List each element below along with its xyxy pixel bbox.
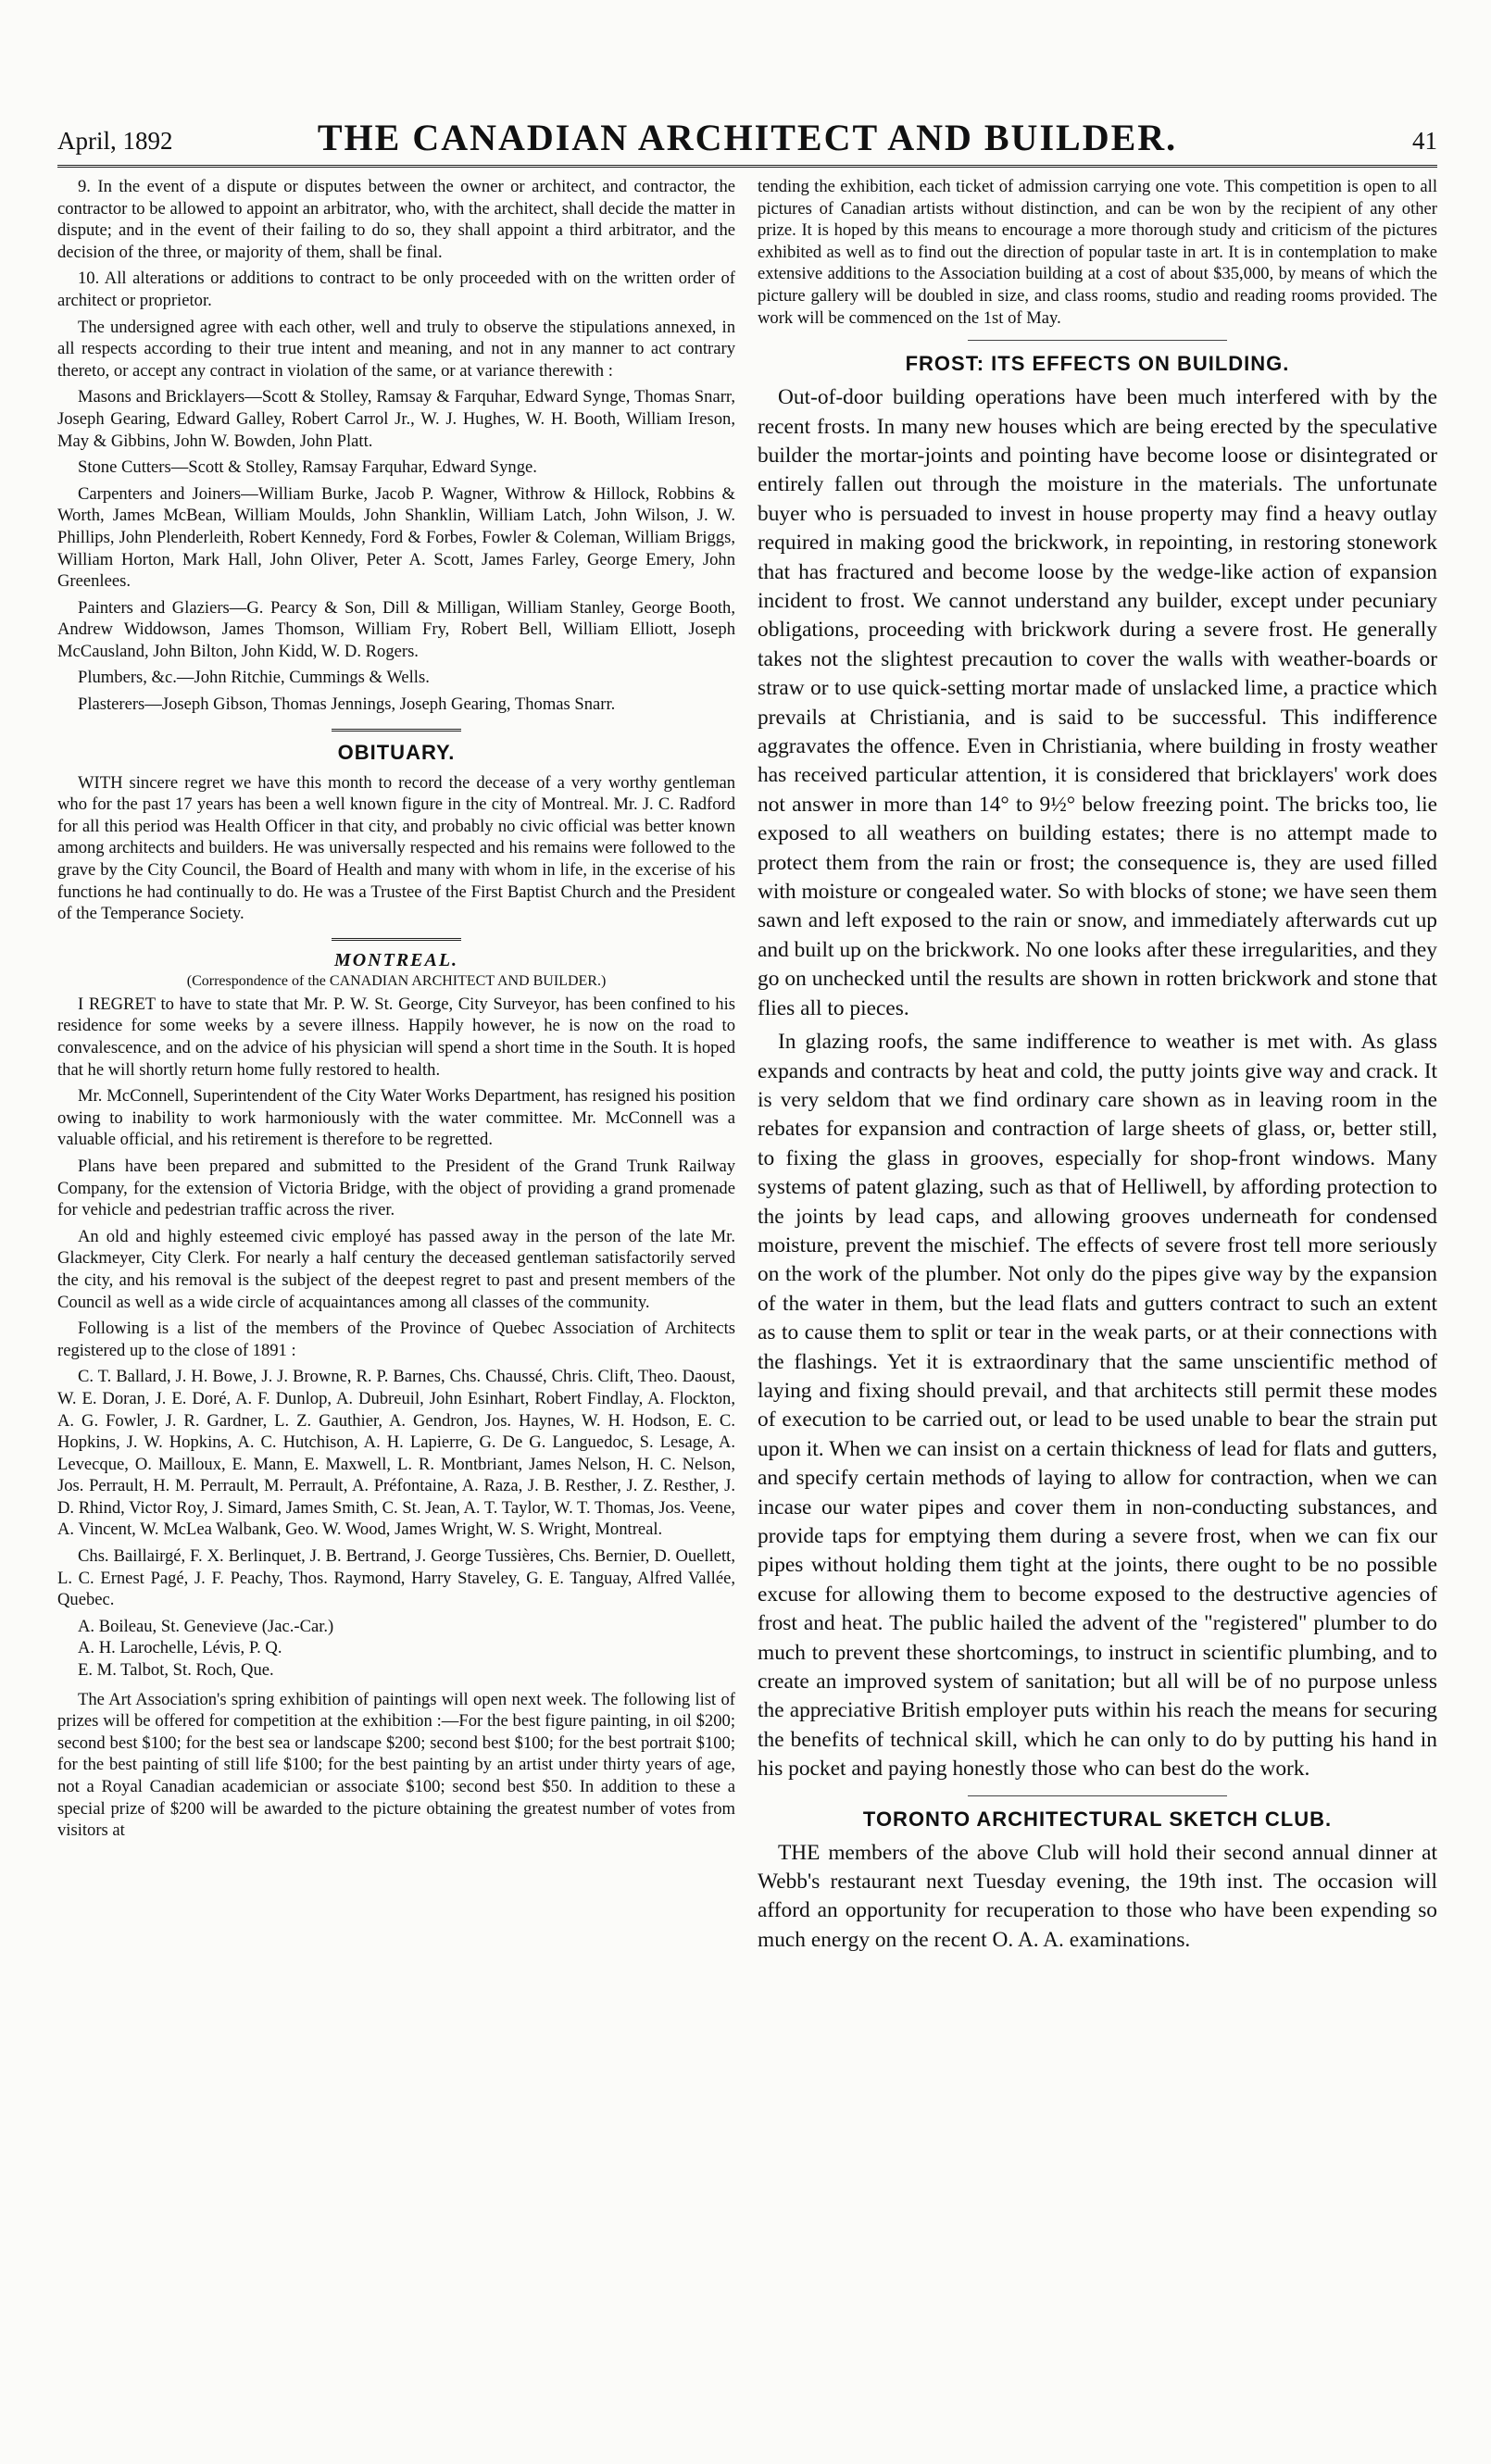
- art-association-paragraph: The Art Association's spring exhibition of paintings will open next week. The following list of prizes will be offered for competition at the exhibition :—For the best figure painting, in oil $200; second best $100; for the best sea or landscape $200; second best $100; for the best portrait $100; for the best painting of still life $100; for the best painting by an artist under thirty years of age, not a Royal Canadian academician or associate $100; second best $50. In addition to these a special prize of $200 will be awarded to the picture obtaining the greatest number of votes from visitors at: [57, 1689, 735, 1841]
- architect-location: E. M. Talbot, St. Roch, Que.: [78, 1660, 274, 1681]
- correspondence-note: (Correspondence of the CANADIAN ARCHITECT AND BUILDER.): [186, 972, 607, 989]
- sketch-club-heading: TORONTO ARCHITECTURAL SKETCH CLUB.: [862, 1807, 1333, 1831]
- frost-heading: FROST: ITS EFFECTS ON BUILDING.: [905, 352, 1290, 376]
- montreal-paragraph: I REGRET to have to state that Mr. P. W. St. George, City Surveyor, has been confined to his residence for some weeks by a severe illness. Happily however, he is now on the road to convalescence, and on the advice of his physician will spend a short time in the South. It is hoped that he will shortly return home fully restored to health.: [57, 994, 735, 1080]
- signatory-list: Carpenters and Joiners—William Burke, Jacob P. Wagner, Withrow & Hillock, Robbins & Worth, James McBean, William Moulds, John Shanklin, William Latch, John Wilson, J. W. Phillips, John Plenderleith, Robert Kennedy, Ford & Forbes, Fowler & Coleman, William Briggs, William Horton, Mark Hall, John Oliver, Peter A. Scott, James Farley, George Emery, John Greenlees.: [57, 483, 735, 592]
- page-number: 41: [1412, 127, 1437, 155]
- left-column: [57, 176, 735, 2435]
- frost-paragraph: In glazing roofs, the same indifference to weather is met with. As glass expands and contracts by heat and cold, the putty joints give way and crack. It is very seldom that we find ordinary care shown as in leaving room in the rebates for expansion and contraction of large sheets of glass, or, better still, to fixing the glass in grooves, especially for shop-front windows. Many systems of patent glazing, such as that of Helliwell, by affording protection to the joints by lead caps, and allowing grooves underneath for condensed moisture, prevent the mischief. The effects of severe frost tell more seriously on the work of the plumber. Not only do the pipes give way by the expansion of the water in them, but the lead flats and gutters contract to such an extent as to cause them to split or tear in the weak parts, or at their connections with the flashings. Yet it is extraordinary that the same unscientific method of laying and fixing should prevail, and that architects still permit these modes of execution to be carried out, or lead to be used unable to bear the strain put upon it. When we can insist on a certain thickness of lead for flats and gutters, and specify certain methods of laying to allow for contraction, when we can incase our water pipes and cover them in non-conducting substances, and provide taps for emptying them during a severe frost, when we can fix our pipes without holding them tight at the joints, there ought to be no possible excuse for allowing them to become exposed to the destructive agencies of frost and heat. The public hailed the advent of the "registered" plumber to do much to prevent these shortcomings, to instruct in scientific plumbing, and to create an improved system of sanitation; but all will be of no purpose unless the appreciative British employer puts within his reach the means for securing the benefits of technical skill, which he can only to do by putting his hand in his pocket and paying honestly those who can best do the work.: [758, 1030, 1437, 1782]
- montreal-paragraph: Plans have been prepared and submitted to the President of the Grand Trunk Railway Company, for the extension of Victoria Bridge, with the object of providing a grand promenade for vehicle and pedestrian traffic across the river.: [57, 1156, 735, 1220]
- montreal-paragraph: An old and highly esteemed civic employé has passed away in the person of the late Mr. Glackmeyer, City Clerk. For nearly a half century the deceased gentleman satisfactorily served the city, and his removal is the subject of the deepest regret to past and present members of the Council as well as a wide circle of acquaintances among all classes of the community.: [57, 1226, 735, 1312]
- contract-paragraph: The undersigned agree with each other, well and truly to observe the stipulations annexed, in all respects according to their true intent and meaning, and not in any manner to act contrary thereto, or accept any contract in violation of the same, or at variance therewith :: [57, 317, 735, 381]
- issue-date: April, 1892: [57, 127, 173, 155]
- montreal-paragraph: Following is a list of the members of the Province of Quebec Association of Architects registered up to the close of 1891 :: [57, 1319, 735, 1360]
- signatory-list: Masons and Bricklayers—Scott & Stolley, Ramsay & Farquhar, Edward Synge, Thomas Snarr, Joseph Gearing, Edward Galley, Robert Carrol Jr., W. J. Hughes, W. H. Booth, William Ireson, May & Gibbins, John W. Bowden, John Platt.: [57, 387, 735, 451]
- obituary-heading: OBITUARY.: [337, 740, 456, 764]
- sketch-club-text: THE members of the above Club will hold their second annual dinner at Webb's restaurant next Tuesday evening, the 19th inst. The occasion will afford an opportunity for recuperation to those who have been expending so much energy on the recent O. A. A. examinations.: [758, 1840, 1437, 1952]
- frost-paragraph: Out-of-door building operations have been much interfered with by the recent frosts. In many new houses which are being erected by the speculative builder the mortar-joints and pointing have become loose or disintegrated or entirely fallen out through the moisture in the materials. The unfortunate buyer who is persuaded to invest in house property may find a heavy outlay required in making good the brickwork, in repointing, in restoring stonework that has fractured and become loose by the wedge-like action of expansion incident to frost. We cannot understand any builder, except under pecuniary obligations, proceeding with brickwork during a severe frost. He generally takes not the slightest precaution to cover the walls with weather-boards or straw or to use quick-setting mortar made of unslacked lime, a practice which prevails at Christiania, and is said to be successful. This indifference aggravates the offence. Even in Christiania, where building in frosty weather has received particular attention, it is considered that bricklayers' work does not answer in more than 14° to 9½° below freezing point. The bricks too, lie exposed to all weathers on building estates; there is no attempt made to protect them from the rain or frost; the consequence is, they are used filled with moisture or congealed water. So with blocks of stone; we have seen them sawn and left exposed to the rain or snow, and immediately afterwards cut up and built up on the brickwork. No one looks after these irregularities, and they go on unchecked until the results are shown in rotten brickwork and stone that flies all to pieces.: [758, 385, 1437, 1020]
- signatory-list: Painters and Glaziers—G. Pearcy & Son, Dill & Milligan, William Stanley, George Booth, Andrew Widdowson, James Thomson, William Fry, Robert Bell, William Elliott, Joseph McCausland, John Bilton, John Kidd, W. D. Rogers.: [57, 597, 735, 661]
- right-column: [758, 176, 1437, 2435]
- architect-location: A. H. Larochelle, Lévis, P. Q.: [78, 1638, 282, 1658]
- architect-location: A. Boileau, St. Genevieve (Jac.-Car.): [78, 1616, 334, 1636]
- contract-paragraph: 9. In the event of a dispute or disputes between the owner or architect, and contractor, the contractor to be allowed to appoint an arbitrator, who, with the architect, shall decide the matter in dispute; and in the event of their failing to do so, they shall appoint a third arbitrator, and the decision of the three, or majority of them, shall be final.: [57, 177, 735, 262]
- art-association-continued: tending the exhibition, each ticket of admission carrying one vote. This competition is open to all pictures of Canadian artists without distinction, and can be won by the recipient of any other prize. It is hoped by this means to encourage a more thorough study and criticism of the pictures exhibited as well as to find out the direction of popular taste in art. It is in contemplation to make extensive additions to the Association building at a cost of about $35,000, by means of which the picture gallery will be doubled in size, and class rooms, studio and reading rooms provided. The work will be commenced on the 1st of May.: [758, 177, 1437, 328]
- signatory-list: Plumbers, &c.—John Ritchie, Cummings & Wells.: [78, 668, 430, 688]
- montreal-paragraph: Mr. McConnell, Superintendent of the City Water Works Department, has resigned his position owing to inability to work harmoniously with the water committee. Mr. McConnell was a valuable official, and his retirement is therefore to be regretted.: [57, 1086, 735, 1150]
- signatory-list: Stone Cutters—Scott & Stolley, Ramsay Farquhar, Edward Synge.: [78, 457, 537, 478]
- section-divider: [332, 938, 461, 941]
- section-divider: [968, 340, 1227, 341]
- contract-paragraph: 10. All alterations or additions to contract to be only proceeded with on the written order of architect or proprietor.: [57, 269, 735, 310]
- montreal-heading: MONTREAL.: [333, 949, 459, 970]
- masthead: [57, 113, 1437, 168]
- section-divider: [332, 729, 461, 732]
- architect-list: Chs. Baillairgé, F. X. Berlinquet, J. B. Bertrand, J. George Tussières, Chs. Bernier, D. Ouellett, L. C. Ernest Pagé, J. F. Peachy, Thos. Raymond, Harry Staveley, G. E. Tanguay, Alfred Vallée, Quebec.: [57, 1546, 735, 1610]
- publication-title: THE CANADIAN ARCHITECT AND BUILDER.: [317, 117, 1178, 158]
- section-divider: [968, 1795, 1227, 1796]
- signatory-list: Plasterers—Joseph Gibson, Thomas Jennings, Joseph Gearing, Thomas Snarr.: [78, 694, 616, 715]
- obituary-text: WITH sincere regret we have this month to record the decease of a very worthy gentleman who for the past 17 years has been a well known figure in the city of Montreal. Mr. J. C. Radford for all this period was Health Officer in that city, and probably no civic official was better known among architects and builders. He was universally respected and his remains were followed to the grave by the City Council, the Board of Health and many with whom in life, in the excerise of his functions he had continually to do. He was a Trustee of the First Baptist Church and the President of the Temperance Society.: [57, 772, 735, 924]
- architect-list: C. T. Ballard, J. H. Bowe, J. J. Browne, R. P. Barnes, Chs. Chaussé, Chris. Clift, Theo. Daoust, W. E. Doran, J. E. Doré, A. F. Dunlop, A. Dubreuil, John Esinhart, Robert Findlay, A. Flockton, A. G. Fowler, J. R. Gardner, L. Z. Gauthier, A. Gendron, Jos. Haynes, W. H. Hodson, E. C. Hopkins, J. W. Hopkins, A. C. Hutchison, A. H. Lapierre, G. De G. Languedoc, S. Lesage, A. Levecque, O. Mailloux, E. Mann, E. Maxwell, L. R. Montbriant, James Nelson, H. C. Nelson, Jos. Perrault, H. M. Perrault, M. Perrault, A. Préfontaine, A. Raza, J. B. Resther, J. Z. Resther, J. D. Rhind, Victor Roy, J. Simard, James Smith, C. St. Jean, A. T. Taylor, W. T. Thomas, Jos. Veene, A. Vincent, W. McLea Walbank, Geo. W. Wood, James Wright, W. S. Wright, Montreal.: [57, 1367, 735, 1540]
